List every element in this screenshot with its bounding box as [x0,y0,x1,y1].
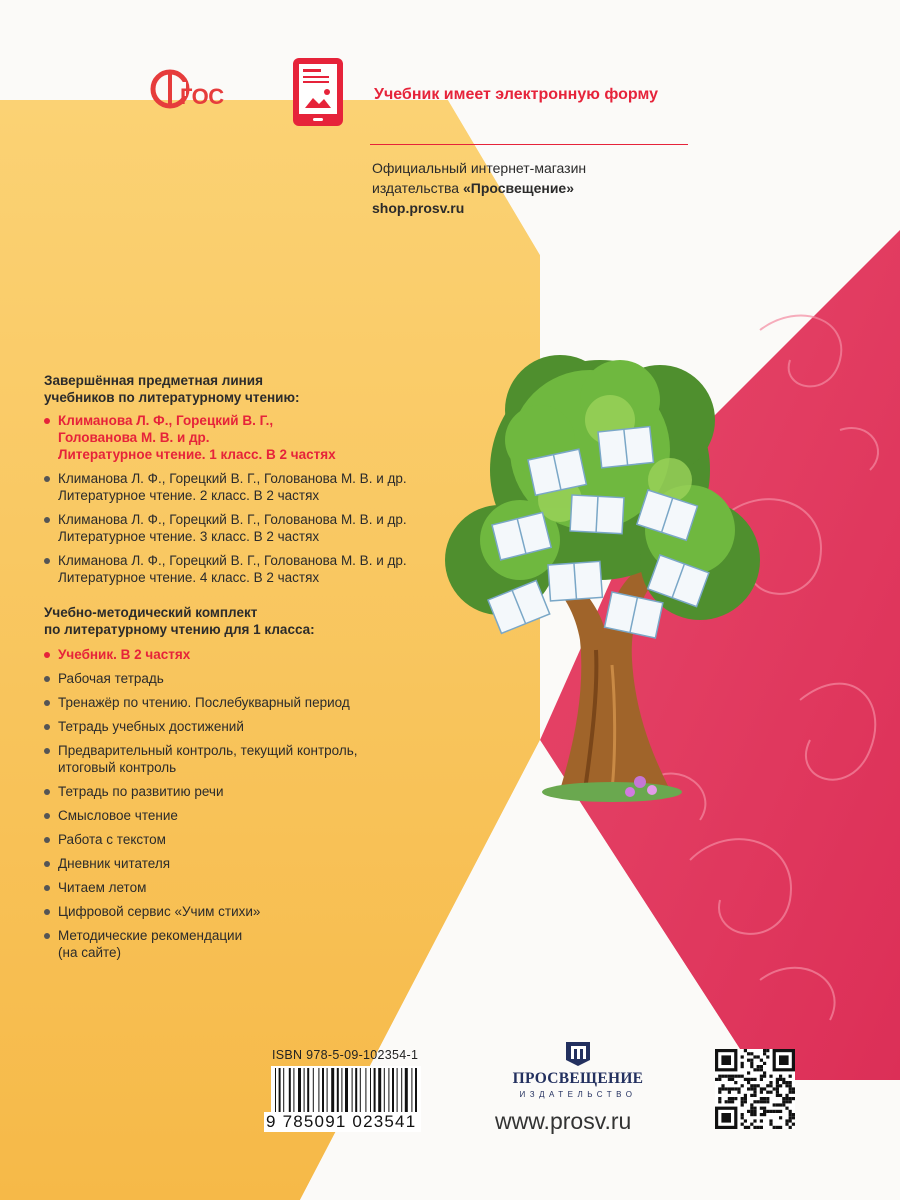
kit-item-digital: Цифровой сервис «Учим стихи» [44,903,464,920]
shop-info [372,158,586,218]
kit-item-control [44,742,464,776]
series-heading-line-2: учебников по литературному чтению: [44,390,300,405]
publisher-name: ПРОСВЕЩЕНИЕ [512,1070,644,1087]
series-item-text: Литературное чтение. 4 класс. В 2 частях [58,570,320,585]
series-item-text: Литературное чтение. 2 класс. В 2 частях [58,488,320,503]
qr-code-icon[interactable] [715,1049,795,1129]
kit-item-methods [44,927,464,961]
kit-item-text-work: Работа с текстом [44,831,464,848]
barcode-number: 9 785091 023541 [266,1112,417,1131]
shop-url-link[interactable]: shop.prosv.ru [372,200,465,216]
fgos-logo-text: ГОС [180,84,224,109]
kit-item-workbook: Рабочая тетрадь [44,670,464,687]
series-item-text: Климанова Л. Ф., Горецкий В. Г., Голованова М. В. и др. [58,471,407,486]
kit-list [44,604,464,968]
series-item-grade-3 [44,511,464,545]
kit-heading [44,604,464,638]
kit-item-semantic-reading: Смысловое чтение [44,807,464,824]
kit-item-speech: Тетрадь по развитию речи [44,783,464,800]
series-item-grade-1 [44,412,464,463]
header-divider [370,144,688,145]
series-item-text: Литературное чтение. 1 класс. В 2 частях [58,447,336,462]
publisher-brand: «Просвещение» [463,180,574,196]
series-heading [44,372,464,406]
kit-item-summer: Читаем летом [44,879,464,896]
kit-item-text: (на сайте) [58,945,122,960]
prosveshchenie-logo-icon [562,1038,594,1068]
series-item-grade-4 [44,552,464,586]
series-item-text: Климанова Л. Ф., Горецкий В. Г., Голованова М. В. и др. [58,512,407,527]
isbn-label: ISBN 978-5-09-102354-1 [272,1048,419,1062]
series-item-text: Климанова Л. Ф., Горецкий В. Г., [58,413,274,428]
electronic-form-label: Учебник имеет электронную форму [374,86,658,103]
series-item-text: Литературное чтение. 3 класс. В 2 частях [58,529,320,544]
series-heading-line-1: Завершённая предметная линия [44,373,263,388]
kit-item-diary: Дневник читателя [44,855,464,872]
kit-heading-line-1: Учебно-методический комплект [44,605,258,620]
kit-item-textbook: Учебник. В 2 частях [44,646,464,663]
series-item-text: Голованова М. В. и др. [58,430,210,445]
series-item-text: Климанова Л. Ф., Горецкий В. Г., Голованова М. В. и др. [58,553,407,568]
kit-item-text: Методические рекомендации [58,928,243,943]
shop-line-2 [372,178,586,198]
kit-heading-line-2: по литературному чтению для 1 класса: [44,622,315,637]
series-item-grade-2 [44,470,464,504]
tablet-icon [291,56,345,128]
kit-item-text: итоговый контроль [58,760,177,775]
series-list [44,372,464,593]
publisher-subtitle: ИЗДАТЕЛЬСТВО [519,1090,637,1099]
kit-item-trainer: Тренажёр по чтению. Послебукварный период [44,694,464,711]
kit-item-achievements: Тетрадь учебных достижений [44,718,464,735]
shop-line-1: Официальный интернет-магазин [372,160,587,176]
shop-line-2-prefix: издательства [372,180,463,196]
kit-item-text: Предварительный контроль, текущий контроль, [58,743,358,758]
publisher-website-link[interactable]: www.prosv.ru [495,1108,632,1134]
